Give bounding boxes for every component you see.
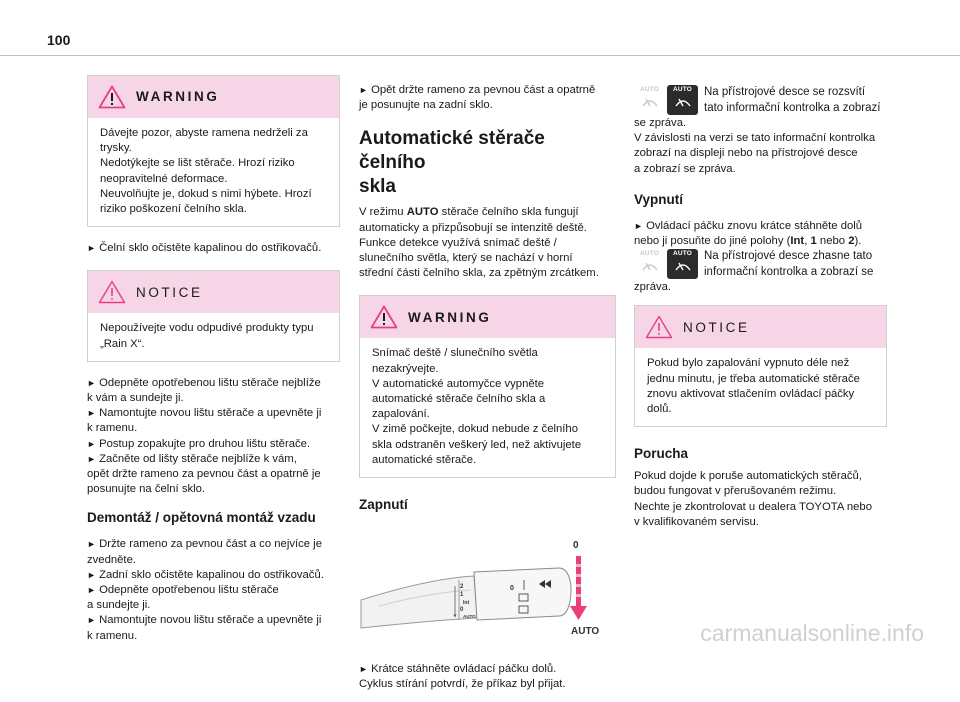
warning-header (88, 76, 339, 118)
text-line: informační kontrolka a zobrazí se (704, 265, 874, 278)
text-line: znovu aktivovat stlačením ovládací páčky (647, 387, 855, 400)
warning-title: WARNING (408, 309, 492, 325)
pos-1: 1 (460, 592, 464, 599)
fault-para (634, 469, 887, 530)
text-line: Funkce detekce využívá snímač deště / (359, 236, 557, 249)
step-text: Odepněte opotřebenou lištu stěrače (99, 584, 279, 597)
step-text: k ramenu. (87, 422, 138, 435)
text-line: „Rain X“. (100, 337, 145, 350)
text-line: automatické stěrače čelního skla a (372, 393, 546, 406)
arrow-icon: ► (87, 615, 96, 626)
text-line: se zpráva. (634, 117, 687, 129)
step-text: Postup zopakujte pro druhou lištu stěrače. (99, 437, 311, 450)
text-line: Nedotýkejte se lišt stěrače. Hrozí riziko (100, 157, 295, 170)
warning-box-2 (359, 295, 616, 478)
icon-label: AUTO (639, 86, 660, 93)
rear-zero: 0 (510, 585, 514, 593)
text-line: trysky. (100, 142, 132, 155)
warning-box-1 (87, 75, 340, 227)
text-line: V zimě počkejte, dokud nebude z čelního (372, 423, 578, 436)
pos-int: Int (463, 600, 470, 607)
text-line: Nepoužívejte vodu odpudivé produkty typu (100, 322, 314, 335)
activation-heading: Zapnutí (359, 497, 408, 513)
notice-icon (98, 280, 126, 304)
text-line: skla odstraněn veškerý led, než aktivujete (372, 438, 582, 451)
indicator-row-off (634, 249, 887, 280)
step-pull-down (359, 662, 616, 692)
step-text: Čelní sklo očistěte kapalinou do ostřikovačů. (99, 242, 322, 255)
text-line: slunečního světla, který se nachází v horní (359, 252, 573, 265)
arrow-icon: ► (87, 539, 96, 550)
indicator-text-on (704, 85, 880, 116)
arrow-icon: ► (359, 663, 368, 674)
text-line: neopravitelné deformace. (100, 172, 228, 185)
text-line: zobrazí na displeji nebo na přístrojové desce (634, 147, 858, 160)
notice-box-1 (87, 270, 340, 361)
fault-heading: Porucha (634, 446, 689, 462)
step-text: Namontujte novou lištu stěrače a upevněte ji (99, 407, 322, 420)
text-line: riziko poškození čelního skla. (100, 203, 247, 216)
text-line: zpráva. (634, 281, 672, 294)
step-text: Ovládací páčku znovu krátce stáhněte dolů (646, 219, 863, 232)
text-line: budou fungovat v přerušovaném režimu. (634, 485, 837, 498)
title-line: Automatické stěrače čelního (359, 128, 545, 174)
bold-int: Int (790, 235, 805, 248)
text-line: V automatické automyčce vypněte (372, 377, 545, 390)
column-3 (634, 75, 887, 540)
arrow-icon: ► (87, 377, 96, 388)
step-text: posunujte na čelní sklo. (87, 483, 206, 496)
text-line: automatické stěrače. (372, 453, 477, 466)
step-text: nebo ji posuňte do jiné polohy ( (634, 235, 791, 248)
text-line: nezakrývejte. (372, 362, 439, 375)
pos-auto: AUTO (463, 614, 476, 620)
indicator-pair (634, 85, 700, 115)
text-line: Neuvolňujte je, dokud s nimi hýbete. Hrozí (100, 187, 312, 200)
step-text: a sundejte ji. (87, 599, 151, 612)
notice-header (88, 271, 339, 313)
top-rule (0, 55, 960, 56)
pos-2: 2 (460, 584, 464, 591)
arrow-icon: ► (359, 85, 368, 95)
rear-heading: Demontáž / opětovná montáž vzadu (87, 510, 316, 526)
text-line: Na přístrojové desce se rozsvítí (704, 86, 866, 98)
top-zero: 0 (573, 540, 579, 552)
text-line: a zobrazí se zpráva. (634, 162, 736, 175)
text-line: střední části čelního skla, za zpětným zrcátkem. (359, 267, 599, 280)
indicator-row-on (634, 85, 887, 116)
bold-2: 2 (848, 235, 855, 248)
auto-wiper-lit-icon (667, 85, 698, 115)
text: stěrače čelního skla fungují (438, 206, 579, 219)
notice-title: NOTICE (136, 284, 203, 300)
auto-wiper-gray-icon (634, 249, 665, 279)
indicator-pair (634, 249, 700, 279)
text-line: zapalování. (372, 408, 430, 421)
step-text: Začněte od lišty stěrače nejblíže k vám, (99, 452, 297, 465)
text-line: jednu minutu, je třeba automatické stěrače (647, 372, 860, 385)
step-text: Zadní sklo očistěte kapalinou do ostřikovačů. (99, 568, 324, 581)
warning-icon (370, 305, 398, 329)
text-line: Pokud bylo zapalování vypnuto déle než (647, 357, 850, 370)
text-line: Nechte je zkontrolovat u dealera TOYOTA nebo (634, 500, 873, 513)
text-line: Pokud dojde k poruše automatických stěračů, (634, 470, 862, 483)
arrow-icon: ► (87, 438, 96, 449)
indicator-para-off (634, 280, 887, 295)
icon-label: AUTO (672, 86, 693, 93)
warning-body (88, 118, 339, 226)
indicator-para (634, 116, 887, 177)
warning-title: WARNING (136, 89, 220, 105)
text: nebo (816, 235, 849, 248)
step-text: Krátce stáhněte ovládací páčku dolů. (371, 662, 557, 675)
arrow-icon: ► (87, 585, 96, 596)
step-text: Držte rameno za pevnou část a co nejvíce je (99, 538, 322, 551)
text-line: Snímač deště / slunečního světla (372, 347, 538, 360)
warning-body (360, 338, 615, 477)
notice-body (88, 313, 339, 360)
text-line: dolů. (647, 403, 672, 416)
text: V režimu (359, 206, 407, 219)
warning-icon (98, 85, 126, 109)
steps-front (87, 376, 340, 498)
section-title (359, 127, 616, 199)
step-clean (87, 241, 340, 256)
indicator-text-off (704, 249, 873, 280)
icon-label: AUTO (639, 250, 660, 258)
step-text: Opět držte rameno za pevnou část a opatrně (371, 84, 596, 96)
step-text: je posunujte na zadní sklo. (359, 99, 493, 112)
auto-wiper-gray-icon (634, 85, 665, 115)
step-text: opět držte rameno za pevnou část a opatrně je (87, 468, 321, 481)
wiper-stalk-illustration (359, 528, 599, 648)
arrow-icon: ► (634, 220, 643, 231)
text-line: automaticky a přizpůsobují se intenzitě deště. (359, 221, 587, 234)
auto-label: AUTO (571, 626, 600, 638)
step-text: zvedněte. (87, 553, 136, 566)
text-line: Na přístrojové desce zhasne tato (704, 250, 873, 263)
text: ). (854, 235, 862, 248)
step-text: k vám a sundejte ji. (87, 392, 184, 405)
text: , (804, 235, 811, 248)
steps-rear (87, 537, 340, 643)
page-number: 100 (47, 32, 71, 48)
step-rear-glass (359, 83, 616, 113)
text-line: v kvalifikovaném servisu. (634, 515, 759, 528)
pos-0: 0 (460, 607, 464, 614)
step-text: Namontujte novou lištu stěrače a upevněte ji (99, 614, 322, 627)
arrow-icon: ► (87, 453, 96, 464)
warning-header (360, 296, 615, 338)
auto-wiper-lit-icon (667, 249, 698, 279)
notice-title: NOTICE (683, 319, 750, 335)
notice-header (635, 306, 886, 348)
arrow-icon: ► (87, 569, 96, 580)
text-line: V závislosti na verzi se tato informační kontrolka (634, 132, 876, 145)
notice-icon (645, 315, 673, 339)
text-line: Dávejte pozor, abyste ramena nedrželi za (100, 127, 308, 139)
text-line: tato informační kontrolka a zobrazí (704, 101, 881, 114)
title-line: skla (359, 176, 396, 198)
step-text: Cyklus stírání potvrdí, že příkaz byl přijat. (359, 677, 566, 690)
off-heading: Vypnutí (634, 191, 683, 207)
step-text: k ramenu. (87, 629, 138, 642)
notice-box-2 (634, 305, 887, 427)
icon-label: AUTO (672, 250, 693, 258)
column-2 (359, 75, 616, 702)
step-text: Odepněte opotřebenou lištu stěrače nejblíže (99, 376, 321, 389)
arrow-icon: ► (87, 243, 96, 254)
arrow-icon: ► (87, 408, 96, 419)
bold-1: 1 (810, 235, 817, 248)
bold-auto: AUTO (406, 206, 439, 219)
watermark: carmanualsonline.info (700, 619, 924, 646)
auto-intro (359, 205, 616, 281)
step-off (634, 219, 887, 249)
notice-body (635, 348, 886, 426)
column-1 (87, 75, 340, 654)
